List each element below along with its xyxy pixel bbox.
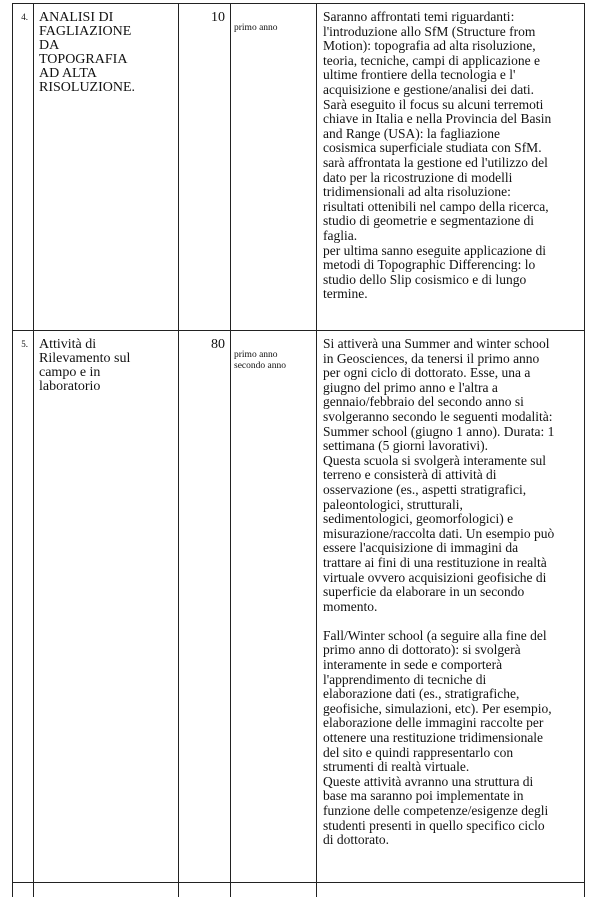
description-line: del sito e quindi rappresentarlo con (323, 746, 581, 761)
description-line: virtuale ovvero acquisizioni geofisiche di (323, 571, 581, 586)
description-line: l'apprendimento di tecniche di (323, 673, 581, 688)
description-line: Summer school (giugno 1 anno). Durata: 1 (323, 425, 581, 440)
description-line: in Geosciences, da tenersi il primo anno (323, 352, 581, 367)
table-row (13, 883, 585, 897)
year-line: primo anno (234, 23, 311, 34)
description-line: trattare ai fini di una restituzione in realtà (323, 556, 581, 571)
title-line: ANALISI DI (39, 11, 173, 25)
description-line: risultati ottenibili nel campo della ricerca, (323, 200, 581, 215)
course-table (12, 3, 585, 897)
description-line: teoria, tecniche, campi di applicazione e (323, 54, 581, 69)
description-line: Si attiverà una Summer and winter school (323, 337, 581, 352)
description-line: termine. (323, 287, 581, 302)
title-line: laboratorio (39, 380, 173, 394)
title-line: FAGLIAZIONE (39, 25, 173, 39)
description-line: Fall/Winter school (a seguire alla fine del (323, 629, 581, 644)
description-line: giugno del primo anno e l'altra a (323, 381, 581, 396)
description-line: tridimensionali ad alta risoluzione: (323, 185, 581, 200)
year-line: primo anno (234, 350, 311, 361)
description-line: dato per la ricostruzione di modelli (323, 171, 581, 186)
description-line: superficie da elaborare in un secondo (323, 585, 581, 600)
description-line: terreno e consisterà di attività di (323, 468, 581, 483)
description-line: Sarà eseguito il focus su alcuni terremoti (323, 98, 581, 113)
course-title (34, 4, 179, 331)
empty-cell (179, 883, 231, 897)
table-row (13, 331, 585, 883)
description-line: elaborazione delle immagini raccolte per (323, 716, 581, 731)
description-line: Queste attività avranno una struttura di (323, 775, 581, 790)
paragraph-break (323, 614, 581, 629)
description-line: metodi di Topographic Differencing: lo (323, 258, 581, 273)
description-line: chiave in Italia e nella Provincia del Basin (323, 112, 581, 127)
description-line: strumenti di realtà virtuale. (323, 760, 581, 775)
description-line: elaborazione dati (es., stratigrafiche, (323, 687, 581, 702)
description-line: and Range (USA): la fagliazione (323, 127, 581, 142)
description-line: studio dello Slip cosismico e di lungo (323, 273, 581, 288)
description-line: momento. (323, 600, 581, 615)
course-description (317, 331, 585, 883)
description-line: primo anno di dottorato): si svolgerà (323, 643, 581, 658)
title-line: AD ALTA (39, 67, 173, 81)
empty-cell (231, 883, 317, 897)
course-year (231, 331, 317, 883)
description-line: l'introduzione allo SfM (Structure from (323, 25, 581, 40)
course-credits: 10 (179, 4, 231, 331)
description-line: sedimentologici, geomorfologici) e (323, 512, 581, 527)
description-line: studenti presenti in quello specifico ciclo (323, 819, 581, 834)
description-line: geofisiche, simulazioni, etc). Per esempio, (323, 702, 581, 717)
title-line: DA (39, 39, 173, 53)
title-line: Attività di (39, 338, 173, 352)
title-line: campo e in (39, 366, 173, 380)
empty-cell (317, 883, 585, 897)
title-line: TOPOGRAFIA (39, 53, 173, 67)
description-line: Saranno affrontati temi riguardanti: (323, 10, 581, 25)
description-line: misurazione/raccolta dati. Un esempio può (323, 527, 581, 542)
description-line: ultime frontiere della tecnologia e l' (323, 68, 581, 83)
description-line: di dottorato. (323, 833, 581, 848)
description-line: interamente in sede e comporterà (323, 658, 581, 673)
description-line: ottenere una restituzione tridimensionale (323, 731, 581, 746)
course-description (317, 4, 585, 331)
description-line: studio di geometrie e segmentazione di (323, 214, 581, 229)
title-line: RISOLUZIONE. (39, 81, 173, 95)
description-line: cosismica superficiale studiata con SfM. (323, 141, 581, 156)
course-title (34, 331, 179, 883)
description-line: Questa scuola si svolgerà interamente sul (323, 454, 581, 469)
empty-cell (34, 883, 179, 897)
year-line: secondo anno (234, 361, 311, 372)
description-line: sarà affrontata la gestione ed l'utilizzo del (323, 156, 581, 171)
row-number: 4. (13, 4, 34, 331)
row-number: 5. (13, 331, 34, 883)
description-line: per ultima sanno eseguite applicazione di (323, 244, 581, 259)
description-line: osservazione (es., aspetti stratigrafici, (323, 483, 581, 498)
description-line: acquisizione e gestione/analisi dei dati. (323, 83, 581, 98)
description-line: essere l'acquisizione di immagini da (323, 541, 581, 556)
description-line: base ma saranno poi implementate in (323, 789, 581, 804)
course-credits: 80 (179, 331, 231, 883)
description-line: gennaio/febbraio del secondo anno si (323, 395, 581, 410)
table-row (13, 4, 585, 331)
title-line: Rilevamento sul (39, 352, 173, 366)
description-line: funzione delle competenze/esigenze degli (323, 804, 581, 819)
course-year (231, 4, 317, 331)
empty-cell (13, 883, 34, 897)
description-line: svolgeranno secondo le seguenti modalità: (323, 410, 581, 425)
description-line: Motion): topografia ad alta risoluzione, (323, 39, 581, 54)
description-line: settimana (5 giorni lavorativi). (323, 439, 581, 454)
description-line: paleontologici, strutturali, (323, 498, 581, 513)
description-line: faglia. (323, 229, 581, 244)
description-line: per ogni ciclo di dottorato. Esse, una a (323, 366, 581, 381)
